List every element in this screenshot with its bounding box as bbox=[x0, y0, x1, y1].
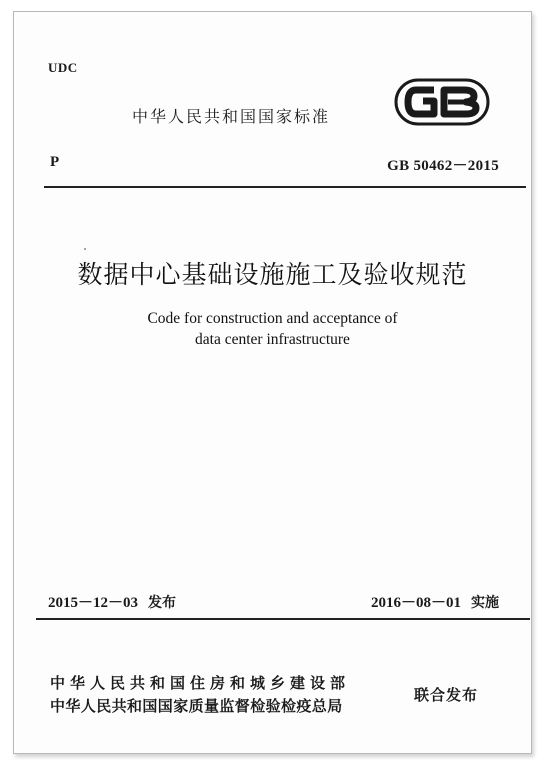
publisher-line2: 中华人民共和国国家质量监督检验检疫总局 bbox=[50, 697, 343, 715]
category-label: P bbox=[50, 154, 60, 170]
standard-cover bbox=[13, 11, 532, 754]
issue-date-block bbox=[48, 591, 176, 612]
implement-date: 2016－08－01 bbox=[370, 595, 461, 611]
gb-logo-icon bbox=[394, 74, 490, 130]
udc-label: UDC bbox=[48, 60, 78, 75]
publisher-line1: 中华人民共和国住房和城乡建设部 bbox=[50, 674, 351, 692]
title-english-line1: Code for construction and acceptance of bbox=[147, 310, 398, 327]
title-chinese: 数据中心基础设施施工及验收规范 bbox=[77, 260, 468, 289]
issue-label: 发布 bbox=[148, 595, 177, 611]
standard-kind-label: 中华人民共和国国家标准 bbox=[132, 107, 331, 126]
speck bbox=[84, 248, 86, 250]
standard-code: GB 50462－2015 bbox=[387, 158, 499, 174]
title-english bbox=[14, 308, 531, 350]
implement-label: 实施 bbox=[471, 595, 499, 611]
bottom-divider bbox=[36, 618, 530, 620]
title-english-line2: data center infrastructure bbox=[195, 331, 350, 348]
issue-date: 2015－12－03 bbox=[48, 595, 139, 611]
top-divider bbox=[44, 186, 526, 188]
joint-publish-label: 联合发布 bbox=[414, 686, 479, 704]
implement-date-block bbox=[371, 591, 499, 612]
